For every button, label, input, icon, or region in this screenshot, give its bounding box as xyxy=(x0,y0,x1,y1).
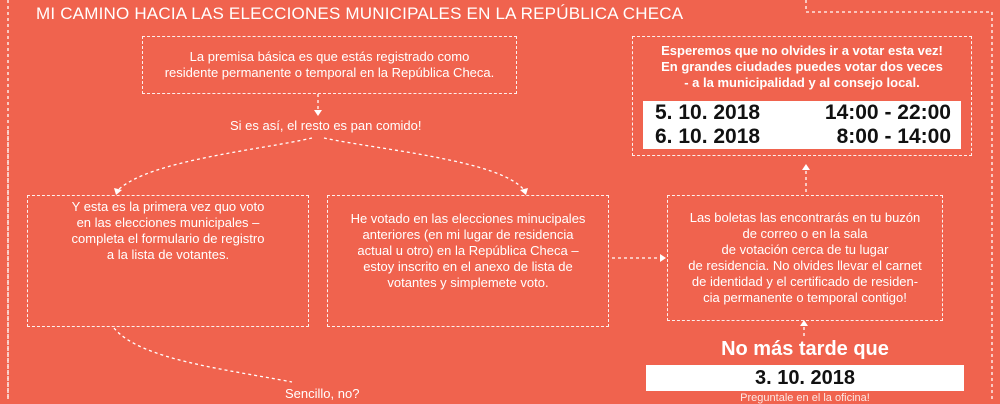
if-yes-text: Si es así, el resto es pan comido! xyxy=(230,118,422,133)
reminder-box xyxy=(632,36,972,156)
date-2: 6. 10. 2018 xyxy=(655,125,761,148)
date-row-2 xyxy=(643,125,961,149)
voted-before-box xyxy=(327,195,609,327)
ballots-box xyxy=(667,195,943,321)
date-1: 5. 10. 2018 xyxy=(655,101,761,124)
time-1: 14:00 - 22:00 xyxy=(824,101,951,124)
easy-question: Sencillo, no? xyxy=(285,386,360,401)
first-time-box xyxy=(27,195,309,327)
date-row-1 xyxy=(643,101,961,125)
voted-before-text: He votado en las elecciones minucipales anteriores (en mi lugar de residencia actual u otro) en la República Checa – estoy inscrito en el anexo de lista de votantes y simplemete voto. xyxy=(350,211,586,290)
page-title: MI CAMINO HACIA LAS ELECCIONES MUNICIPALES EN LA REPÚBLICA CHECA xyxy=(36,4,684,23)
deadline-title: No más tarde que xyxy=(721,338,889,360)
dates-panel xyxy=(643,101,961,149)
time-2: 8:00 - 14:00 xyxy=(836,125,951,148)
premise-box xyxy=(142,36,517,94)
ballots-text: Las boletas las encontrarás en tu buzón de correo o en la sala de votación cerca de tu lugar de residencia. No olvides llevar el carnet de identidad y el certificado de residen- cia permanente o temporal contigo! xyxy=(688,210,922,305)
premise-text: La premisa básica es que estás registrado como residente permanente o temporal en la República Checa. xyxy=(164,49,495,80)
cut-off-text: Preguntale en el la oficina! xyxy=(740,392,870,404)
reminder-text: Esperemos que no olvides ir a votar esta vez! En grandes ciudades puedes votar dos veces - a la municipalidad y al consejo local. xyxy=(661,43,943,90)
deadline-date: 3. 10. 2018 xyxy=(646,365,964,391)
first-time-text: Y esta es la primera vez quo voto en las elecciones municipales – completa el formulario de registro a la lista de votantes. xyxy=(71,199,265,262)
